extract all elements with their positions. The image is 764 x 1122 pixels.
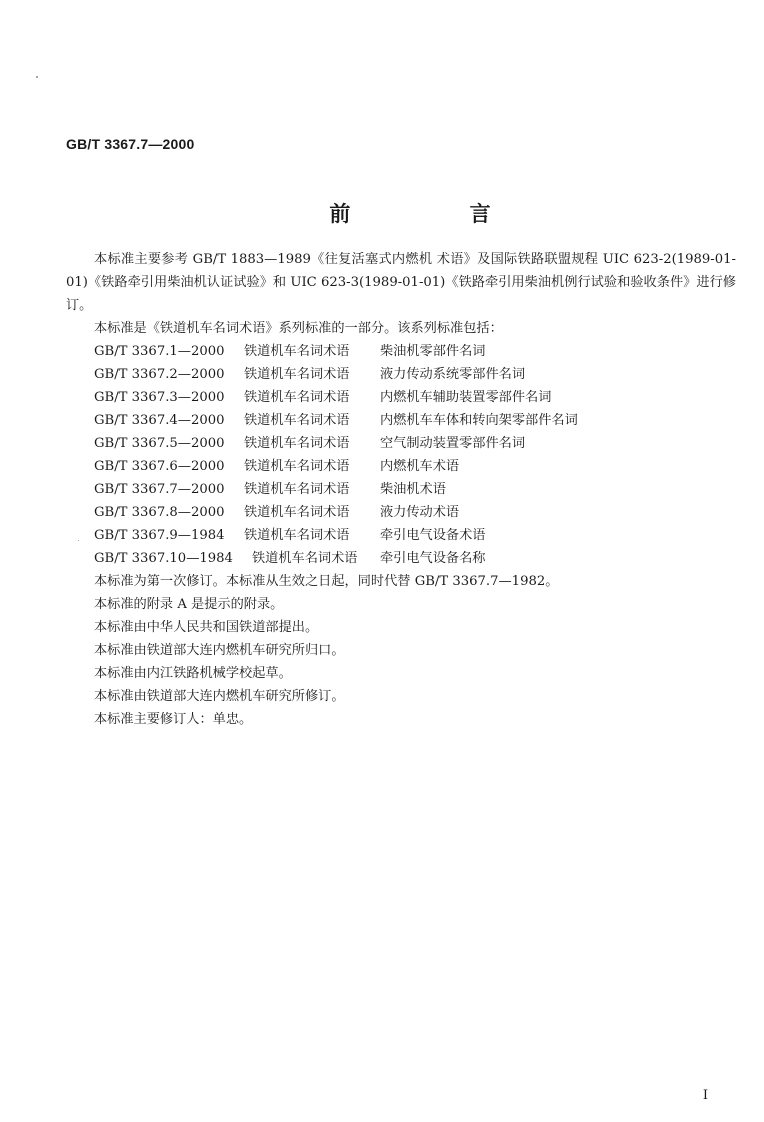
list-item — [66, 363, 736, 386]
series-standards-list — [66, 340, 736, 570]
part-name: 空气制动装置零部件名词 — [380, 436, 526, 451]
scan-speck — [36, 76, 38, 78]
series-name: 铁道机车名词术语 — [244, 459, 350, 474]
series-name: 铁道机车名词术语 — [244, 505, 350, 520]
series-name: 铁道机车名词术语 — [244, 528, 350, 543]
standard-code: GB/T 3367.7—2000 — [66, 136, 195, 152]
list-item — [66, 386, 736, 409]
part-name: 柴油机零部件名词 — [380, 344, 486, 359]
list-item — [66, 547, 736, 570]
paragraph: 本标准由内江铁路机械学校起草。 — [94, 666, 292, 681]
page-number: I — [702, 1088, 708, 1103]
paragraph: 本标准主要参考 GB/T 1883—1989《往复活塞式内燃机 术语》及国际铁路联盟规程 UIC 623-2(1989-01-01)《铁路牵引用柴油机认证试验》和 UIC 623-3(1989-01-01)《铁路牵引用柴油机例行试验和验收条件》进行修订。 — [66, 252, 736, 313]
standard-number: GB/T 3367.6—2000 — [94, 459, 225, 474]
standard-number: GB/T 3367.3—2000 — [94, 390, 225, 405]
standard-number: GB/T 3367.1—2000 — [94, 344, 225, 359]
list-item — [66, 432, 736, 455]
series-name: 铁道机车名词术语 — [244, 344, 350, 359]
standard-number: GB/T 3367.4—2000 — [94, 413, 225, 428]
list-item — [66, 524, 736, 547]
series-name: 铁道机车名词术语 — [244, 482, 350, 497]
part-name: 内燃机车车体和转向架零部件名词 — [380, 413, 578, 428]
standard-number: GB/T 3367.8—2000 — [94, 505, 225, 520]
series-name: 铁道机车名词术语 — [252, 551, 358, 566]
part-name: 内燃机车术语 — [380, 459, 460, 474]
part-name: 内燃机车辅助装置零部件名词 — [380, 390, 552, 405]
paragraph: 本标准是《铁道机车名词术语》系列标准的一部分。该系列标准包括： — [94, 321, 503, 336]
standard-number: GB/T 3367.9—1984 — [94, 528, 225, 543]
paragraph: 本标准由铁道部大连内燃机车研究所归口。 — [94, 643, 345, 658]
part-name: 液力传动术语 — [380, 505, 460, 520]
part-name: 牵引电气设备名称 — [380, 551, 486, 566]
series-name: 铁道机车名词术语 — [244, 436, 350, 451]
series-name: 铁道机车名词术语 — [244, 390, 350, 405]
list-item — [66, 340, 736, 363]
standard-number: GB/T 3367.10—1984 — [94, 551, 233, 566]
standard-number: GB/T 3367.5—2000 — [94, 436, 225, 451]
paragraph: 本标准的附录 A 是提示的附录。 — [94, 597, 284, 612]
standard-number: GB/T 3367.7—2000 — [94, 482, 225, 497]
list-item — [66, 455, 736, 478]
foreword-body — [66, 248, 736, 731]
list-item — [66, 501, 736, 524]
page-title: 前 言 — [329, 202, 547, 226]
standard-number: GB/T 3367.2—2000 — [94, 367, 225, 382]
paragraph: 本标准主要修订人：单忠。 — [94, 712, 253, 727]
part-name: 液力传动系统零部件名词 — [380, 367, 526, 382]
list-item — [66, 478, 736, 501]
part-name: 牵引电气设备术语 — [380, 528, 486, 543]
paragraph: 本标准由铁道部大连内燃机车研究所修订。 — [94, 689, 345, 704]
paragraph: 本标准由中华人民共和国铁道部提出。 — [94, 620, 319, 635]
series-name: 铁道机车名词术语 — [244, 413, 350, 428]
list-item — [66, 409, 736, 432]
paragraph: 本标准为第一次修订。本标准从生效之日起，同时代替 GB/T 3367.7—1982。 — [94, 574, 559, 589]
series-name: 铁道机车名词术语 — [244, 367, 350, 382]
part-name: 柴油机术语 — [380, 482, 446, 497]
